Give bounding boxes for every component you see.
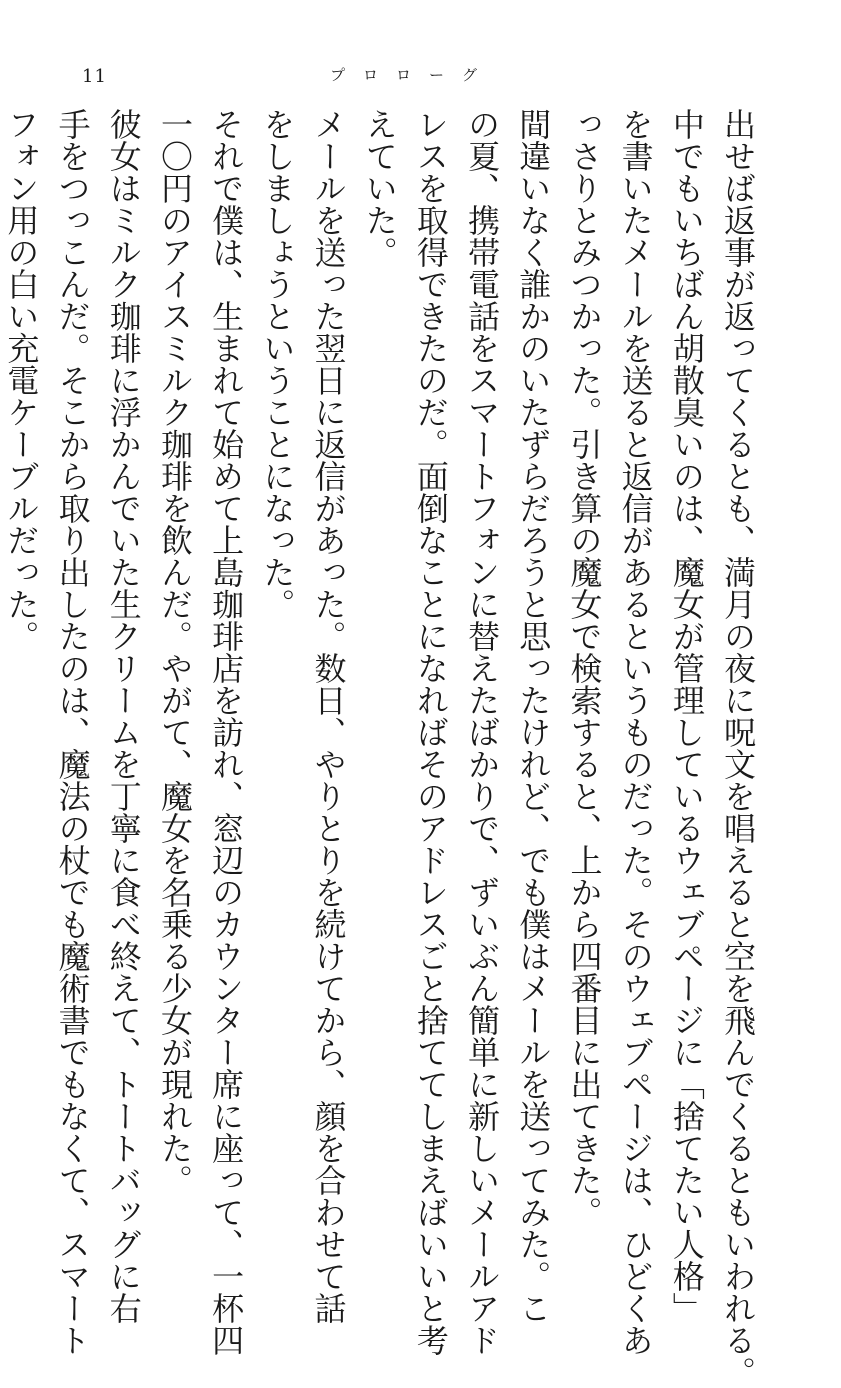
body-text <box>0 108 763 1388</box>
text-line: レスを取得できたのだ。面倒なことになればそのアドレスごと捨ててしまえばいいと考 <box>411 108 450 1356</box>
text-line: それで僕は、生まれて始めて上島珈琲店を訪れ、窓辺のカウンター席に座って、一杯四 <box>207 108 246 1356</box>
text-line: 手をつっこんだ。そこから取り出したのは、魔法の杖でも魔術書でもなくて、スマート <box>53 108 92 1356</box>
text-line: を書いたメールを送ると返信があるというものだった。そのウェブページは、ひどくあ <box>616 108 655 1356</box>
text-line: 一〇円のアイスミルク珈琲を飲んだ。やがて、魔女を名乗る少女が現れた。 <box>155 108 194 1196</box>
text-line: 彼女はミルク珈琲に浮かんでいた生クリームを丁寧に食べ終えて、トートバッグに右 <box>104 108 143 1324</box>
text-line: メールを送った翌日に返信があった。数日、やりとりを続けてから、顔を合わせて話 <box>309 108 348 1324</box>
running-header-chapter-title: プロローグ <box>330 66 496 84</box>
text-line: の夏、携帯電話をスマートフォンに替えたばかりで、ずいぶん簡単に新しいメールアド <box>463 108 502 1356</box>
text-line: 中でもいちばん胡散臭いのは、魔女が管理しているウェブページに「捨てたい人格」 <box>667 108 706 1324</box>
text-line: えていた。 <box>360 108 399 268</box>
text-line: っさりとみつかった。引き算の魔女で検索すると、上から四番目に出てきた。 <box>565 108 604 1228</box>
text-line: フォン用の白い充電ケーブルだった。 <box>2 108 41 652</box>
text-line: 間違いなく誰かのいたずらだろうと思ったけれど、でも僕はメールを送ってみた。こ <box>514 108 553 1324</box>
text-line: 出せば返事が返ってくるとも、満月の夜に呪文を唱えると空を飛んでくるともいわれる。 <box>719 108 757 1388</box>
page-number: 11 <box>82 66 107 87</box>
text-line: をしましょうということになった。 <box>258 108 297 620</box>
